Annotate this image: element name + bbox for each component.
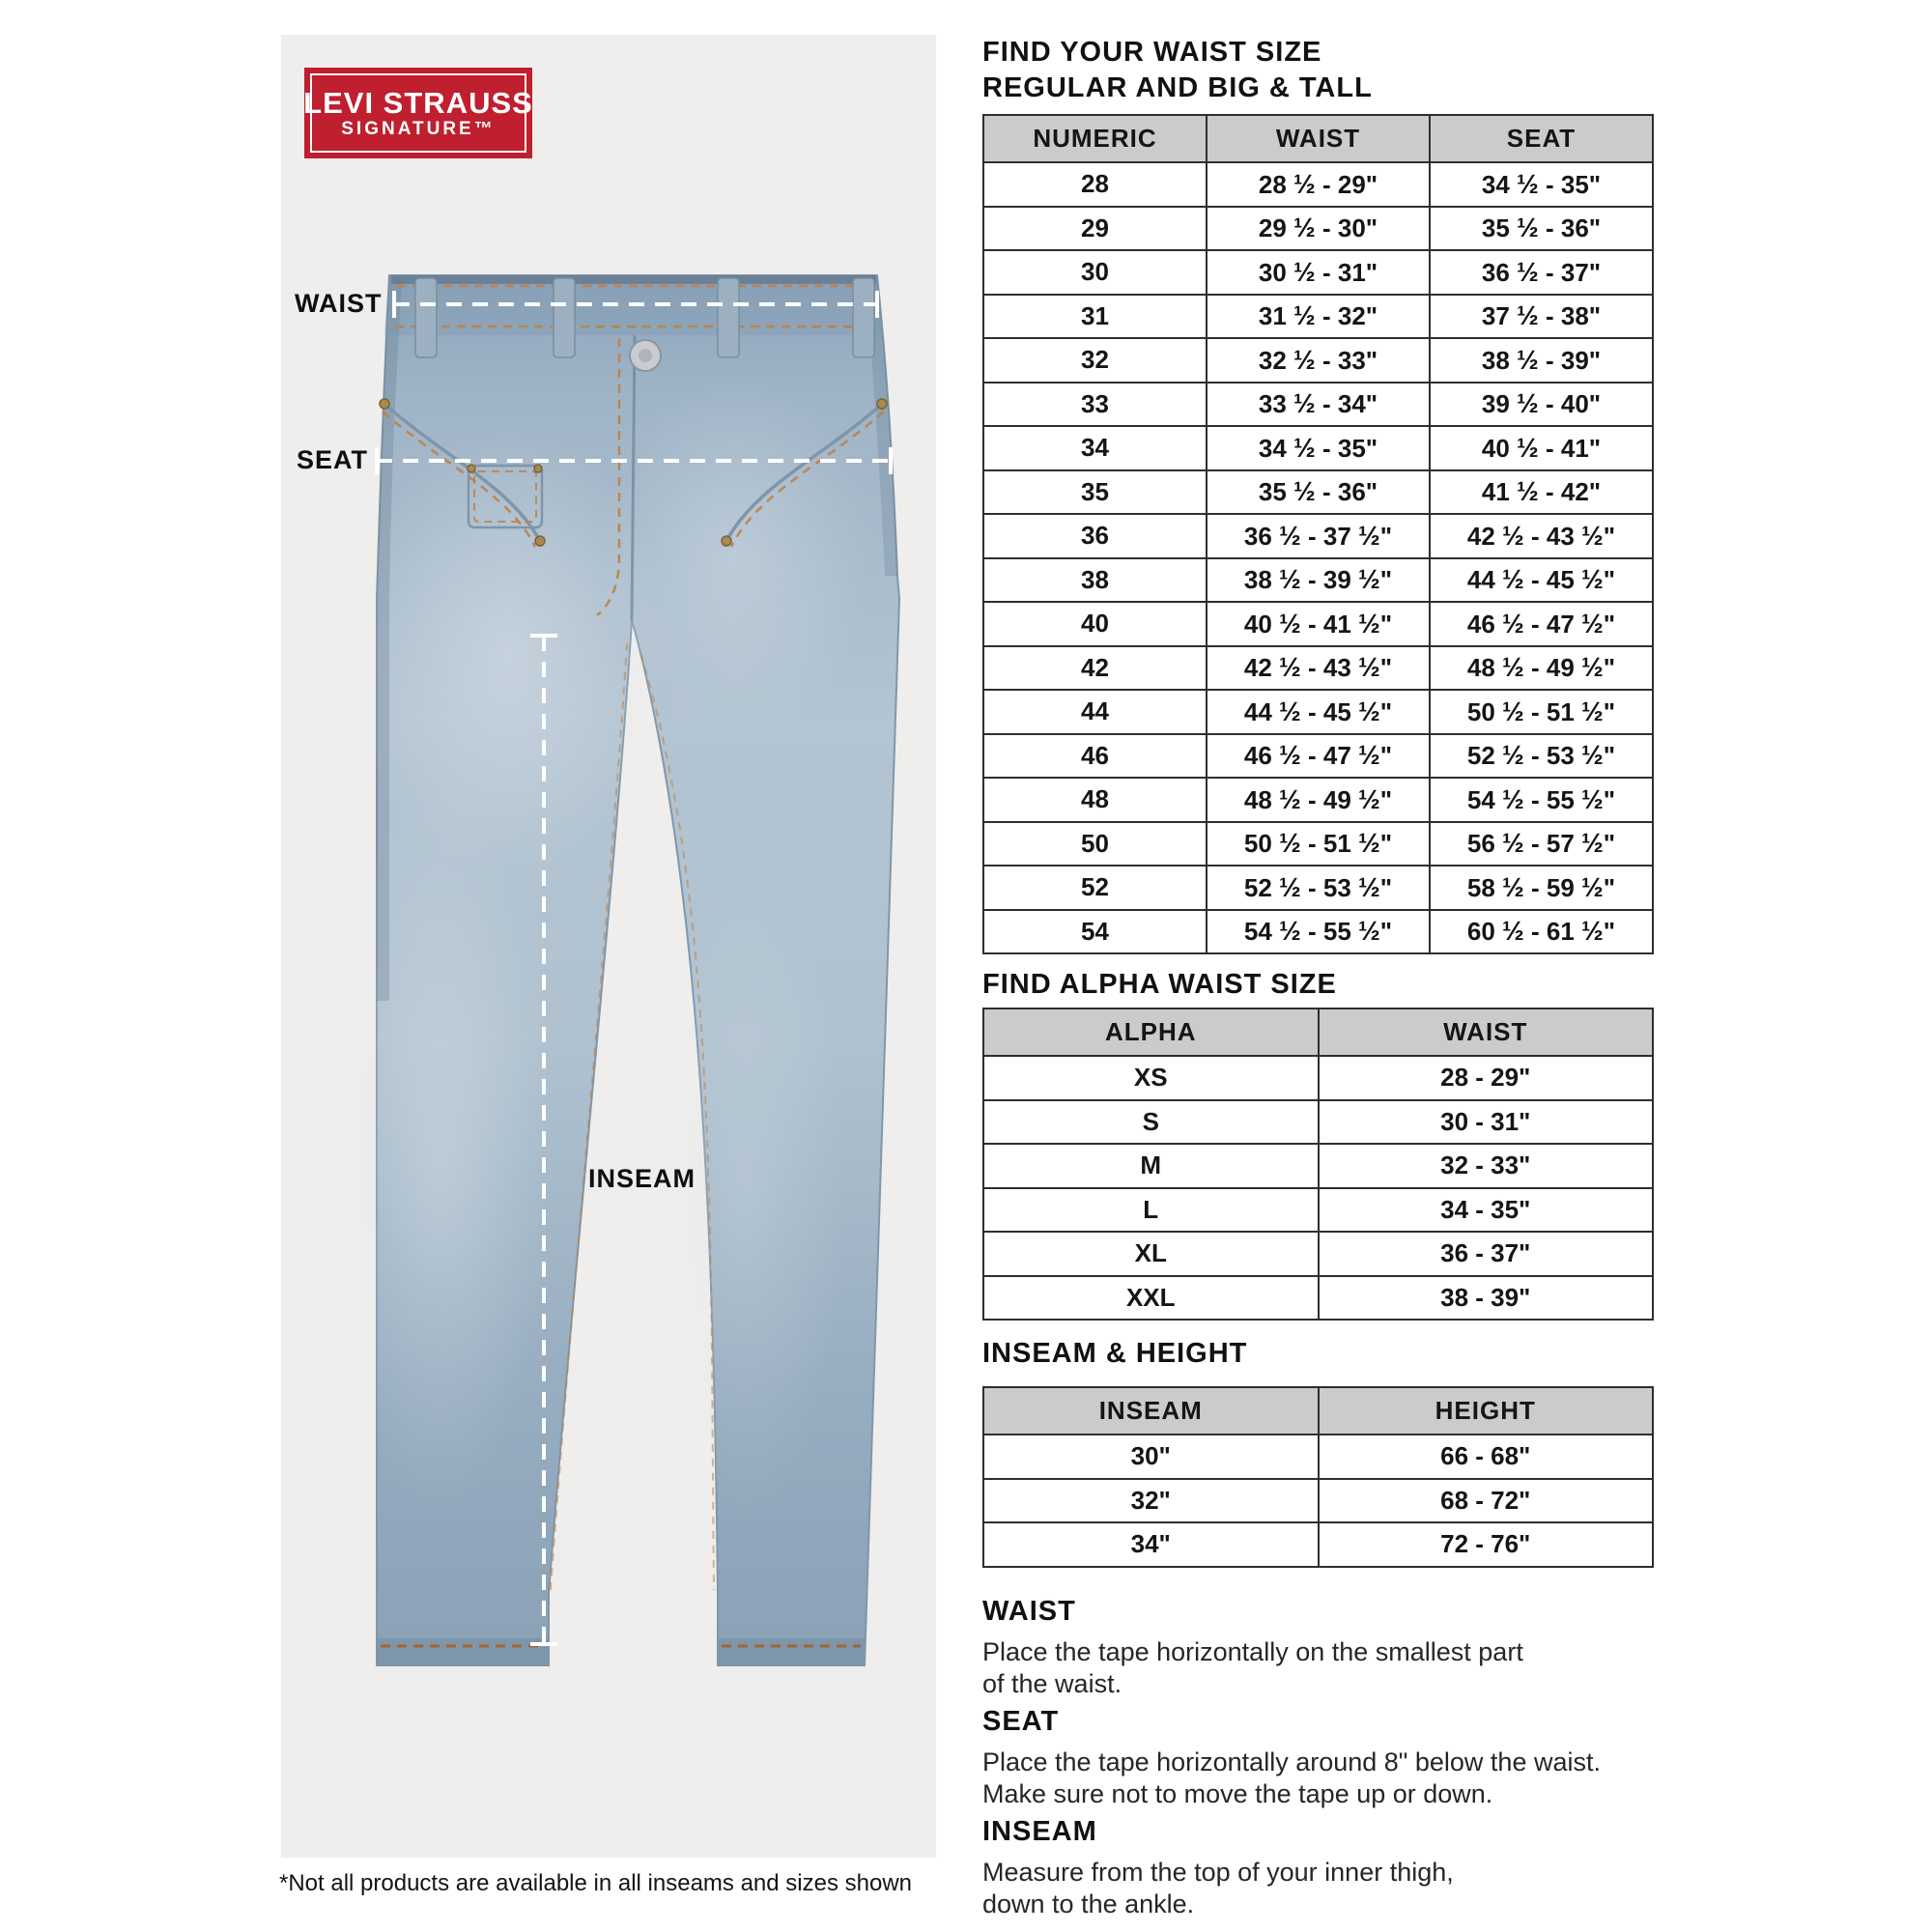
- table-cell: 42: [983, 646, 1207, 691]
- alpha-size-title: FIND ALPHA WAIST SIZE: [982, 969, 1337, 1000]
- table-row: [983, 514, 1653, 558]
- guide-heading-seat: SEAT: [982, 1706, 1060, 1737]
- table-cell: 44 ½ - 45 ½": [1207, 690, 1430, 734]
- column-header-inseam: INSEAM: [983, 1387, 1319, 1435]
- table-row: [983, 250, 1653, 295]
- guide-text: down to the ankle.: [982, 1889, 1195, 1918]
- inseam-measure-guide: [982, 1816, 1454, 1920]
- table-cell: 44: [983, 690, 1207, 734]
- table-cell: 72 - 76": [1319, 1522, 1654, 1567]
- table-cell: 46: [983, 734, 1207, 779]
- table-row: [983, 558, 1653, 603]
- table-row: [983, 470, 1653, 515]
- table-row: [983, 338, 1653, 383]
- waist-measure-label: WAIST: [295, 289, 383, 318]
- table-cell: XS: [983, 1056, 1319, 1100]
- table-header-row: [983, 1387, 1653, 1435]
- table-row: [983, 866, 1653, 910]
- table-cell: 33 ½ - 34": [1207, 383, 1430, 427]
- waist-measure-guide: [982, 1596, 1523, 1700]
- table-cell: 52 ½ - 53 ½": [1430, 734, 1653, 779]
- table-row: [983, 822, 1653, 867]
- footnote: *Not all products are available in all inseams and sizes shown: [279, 1870, 913, 1896]
- table-row: [983, 1479, 1653, 1523]
- table-cell: 36 - 37": [1319, 1232, 1654, 1276]
- guide-heading-inseam: INSEAM: [982, 1816, 1097, 1847]
- table-header-row: [983, 1009, 1653, 1056]
- column-header-alpha: ALPHA: [983, 1009, 1319, 1056]
- inseam-height-title: INSEAM & HEIGHT: [982, 1338, 1248, 1369]
- table-row: [983, 1522, 1653, 1567]
- levi-strauss-signature-logo: [304, 68, 532, 158]
- table-cell: 36: [983, 514, 1207, 558]
- table-cell: 31: [983, 295, 1207, 339]
- table-cell: 46 ½ - 47 ½": [1207, 734, 1430, 779]
- table-cell: 48 ½ - 49 ½": [1430, 646, 1653, 691]
- guide-text: of the waist.: [982, 1669, 1122, 1698]
- table-cell: 28 - 29": [1319, 1056, 1654, 1100]
- table-row: [983, 295, 1653, 339]
- guide-text: Place the tape horizontally around 8" below the waist.: [982, 1747, 1601, 1776]
- table-cell: 50 ½ - 51 ½": [1430, 690, 1653, 734]
- numeric-size-title-line1: FIND YOUR WAIST SIZE: [982, 37, 1322, 68]
- table-cell: 28: [983, 162, 1207, 207]
- table-cell: 38 - 39": [1319, 1276, 1654, 1321]
- table-cell: 56 ½ - 57 ½": [1430, 822, 1653, 867]
- table-cell: 31 ½ - 32": [1207, 295, 1430, 339]
- table-row: [983, 1276, 1653, 1321]
- column-header-numeric: NUMERIC: [983, 115, 1207, 162]
- table-row: [983, 207, 1653, 251]
- denim-wash-highlight: [600, 373, 870, 740]
- table-cell: M: [983, 1144, 1319, 1188]
- table-cell: 38 ½ - 39 ½": [1207, 558, 1430, 603]
- table-row: [983, 426, 1653, 470]
- table-row: [983, 383, 1653, 427]
- table-cell: 32 - 33": [1319, 1144, 1654, 1188]
- column-header-height: HEIGHT: [1319, 1387, 1654, 1435]
- table-cell: 30 - 31": [1319, 1100, 1654, 1145]
- table-row: [983, 1232, 1653, 1276]
- table-cell: 40 ½ - 41": [1430, 426, 1653, 470]
- table-cell: 28 ½ - 29": [1207, 162, 1430, 207]
- table-cell: 32": [983, 1479, 1319, 1523]
- table-cell: 32 ½ - 33": [1207, 338, 1430, 383]
- table-row: [983, 910, 1653, 954]
- seat-measure-label: SEAT: [297, 445, 369, 474]
- table-cell: 42 ½ - 43 ½": [1207, 646, 1430, 691]
- table-row: [983, 162, 1653, 207]
- table-cell: 37 ½ - 38": [1430, 295, 1653, 339]
- table-cell: 50 ½ - 51 ½": [1207, 822, 1430, 867]
- table-cell: 30: [983, 250, 1207, 295]
- waistband-top-fold: [391, 275, 876, 284]
- table-cell: 34 ½ - 35": [1207, 426, 1430, 470]
- table-cell: 54 ½ - 55 ½": [1430, 778, 1653, 822]
- table-cell: 35 ½ - 36": [1430, 207, 1653, 251]
- table-cell: 50: [983, 822, 1207, 867]
- waist-button: [630, 340, 661, 371]
- numeric-size-title-line2: REGULAR AND BIG & TALL: [982, 72, 1373, 103]
- table-cell: 52: [983, 866, 1207, 910]
- seat-measure-guide: [982, 1706, 1601, 1810]
- guide-text: Measure from the top of your inner thigh,: [982, 1858, 1454, 1887]
- table-cell: 38: [983, 558, 1207, 603]
- table-cell: 58 ½ - 59 ½": [1430, 866, 1653, 910]
- jeans-diagram-panel: [281, 35, 936, 1858]
- table-cell: 54: [983, 910, 1207, 954]
- table-cell: 35: [983, 470, 1207, 515]
- table-row: [983, 690, 1653, 734]
- table-cell: 36 ½ - 37": [1430, 250, 1653, 295]
- guide-text: Place the tape horizontally on the smallest part: [982, 1637, 1523, 1666]
- table-cell: 40: [983, 602, 1207, 646]
- table-cell: 34 - 35": [1319, 1188, 1654, 1233]
- table-row: [983, 646, 1653, 691]
- table-cell: 40 ½ - 41 ½": [1207, 602, 1430, 646]
- table-cell: 44 ½ - 45 ½": [1430, 558, 1653, 603]
- table-cell: 29 ½ - 30": [1207, 207, 1430, 251]
- table-cell: 66 - 68": [1319, 1435, 1654, 1479]
- logo-brand-text: LEVI STRAUSS: [303, 85, 533, 120]
- table-cell: 42 ½ - 43 ½": [1430, 514, 1653, 558]
- table-cell: 38 ½ - 39": [1430, 338, 1653, 383]
- denim-wash-highlight: [329, 779, 552, 1513]
- leg-hems: [377, 1638, 865, 1665]
- alpha-size-table: [982, 1008, 1654, 1321]
- column-header-seat: SEAT: [1430, 115, 1653, 162]
- table-header-row: [983, 115, 1653, 162]
- table-cell: 29: [983, 207, 1207, 251]
- table-cell: 35 ½ - 36": [1207, 470, 1430, 515]
- table-row: [983, 602, 1653, 646]
- table-cell: 68 - 72": [1319, 1479, 1654, 1523]
- table-cell: 30 ½ - 31": [1207, 250, 1430, 295]
- table-cell: 33: [983, 383, 1207, 427]
- table-cell: 30": [983, 1435, 1319, 1479]
- table-cell: 36 ½ - 37 ½": [1207, 514, 1430, 558]
- table-cell: 34: [983, 426, 1207, 470]
- table-cell: 48 ½ - 49 ½": [1207, 778, 1430, 822]
- logo-signature-text: SIGNATURE™: [341, 118, 496, 139]
- table-cell: 32: [983, 338, 1207, 383]
- table-cell: 48: [983, 778, 1207, 822]
- inseam-height-table: [982, 1386, 1654, 1568]
- table-row: [983, 1435, 1653, 1479]
- table-cell: 41 ½ - 42": [1430, 470, 1653, 515]
- table-row: [983, 1144, 1653, 1188]
- table-cell: XL: [983, 1232, 1319, 1276]
- table-cell: 34": [983, 1522, 1319, 1567]
- table-row: [983, 1188, 1653, 1233]
- guide-text: Make sure not to move the tape up or down.: [982, 1779, 1493, 1808]
- table-row: [983, 734, 1653, 779]
- table-row: [983, 778, 1653, 822]
- table-cell: 54 ½ - 55 ½": [1207, 910, 1430, 954]
- guide-heading-waist: WAIST: [982, 1596, 1076, 1627]
- denim-wash-highlight: [643, 866, 846, 1522]
- numeric-size-table: [982, 114, 1654, 954]
- table-cell: 60 ½ - 61 ½": [1430, 910, 1653, 954]
- table-cell: 46 ½ - 47 ½": [1430, 602, 1653, 646]
- table-cell: 39 ½ - 40": [1430, 383, 1653, 427]
- table-cell: XXL: [983, 1276, 1319, 1321]
- column-header-waist: WAIST: [1319, 1009, 1654, 1056]
- table-cell: 52 ½ - 53 ½": [1207, 866, 1430, 910]
- inseam-measure-label: INSEAM: [588, 1164, 696, 1193]
- table-row: [983, 1056, 1653, 1100]
- column-header-waist: WAIST: [1207, 115, 1430, 162]
- table-cell: L: [983, 1188, 1319, 1233]
- table-row: [983, 1100, 1653, 1145]
- numeric-size-title: [982, 35, 1373, 106]
- table-cell: 34 ½ - 35": [1430, 162, 1653, 207]
- table-cell: S: [983, 1100, 1319, 1145]
